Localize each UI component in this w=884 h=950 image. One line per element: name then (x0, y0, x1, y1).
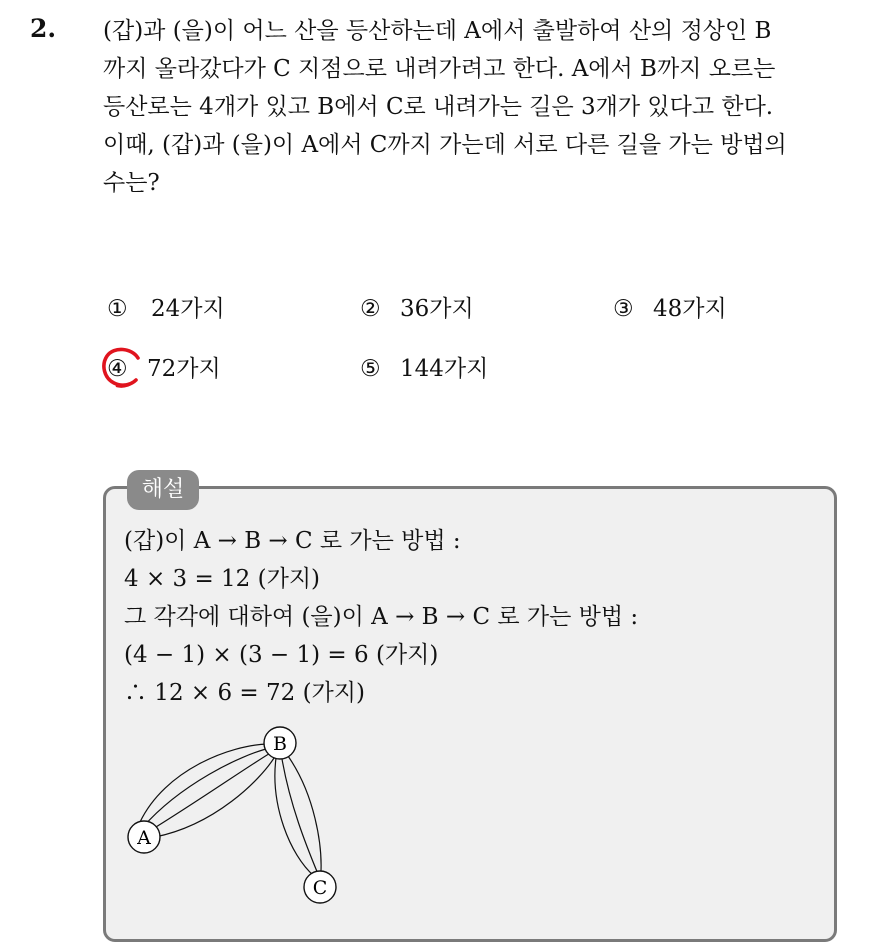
svg-text:B: B (273, 733, 287, 755)
choice-1[interactable] (107, 290, 225, 323)
question-line: 까지 올라갔다가 C 지점으로 내려가려고 한다. A에서 B까지 오르는 (103, 56, 776, 82)
answer-circle-annotation (100, 344, 146, 390)
node-c (304, 871, 336, 903)
node-a (128, 821, 160, 853)
question-text (103, 12, 873, 202)
choice-3-mark: ③ (613, 296, 634, 322)
question-number: 2. (30, 14, 57, 43)
svg-text:A: A (137, 827, 151, 849)
choice-2[interactable] (360, 290, 474, 323)
solution-line: ∴ 12 × 6 = 72 (가지) (124, 680, 365, 706)
path-b-c (288, 756, 321, 871)
question-line: 수는? (103, 170, 160, 196)
choice-4-text: 72가지 (147, 356, 221, 382)
question-line: 이때, (갑)과 (을)이 A에서 C까지 가는데 서로 다른 길을 가는 방법의 (103, 132, 787, 158)
choice-1-text: 24가지 (151, 296, 225, 322)
svg-text:C: C (312, 877, 328, 899)
choice-5[interactable] (360, 350, 488, 383)
choice-5-mark: ⑤ (360, 356, 381, 382)
solution-text (124, 522, 638, 712)
path-b-c (275, 758, 314, 876)
question-line: (갑)과 (을)이 어느 산을 등산하는데 A에서 출발하여 산의 정상인 B (103, 18, 772, 44)
choice-1-mark: ① (107, 296, 128, 322)
solution-line: 4 × 3 = 12 (가지) (124, 566, 321, 592)
choice-3-text: 48가지 (653, 296, 727, 322)
choice-3[interactable] (613, 290, 727, 323)
solution-tag: 해설 (127, 470, 199, 510)
solution-line: (4 − 1) × (3 − 1) = 6 (가지) (124, 642, 439, 668)
solution-line: 그 각각에 대하여 (을)이 A → B → C 로 가는 방법 : (124, 604, 639, 630)
choice-5-text: 144가지 (400, 356, 489, 382)
choice-2-mark: ② (360, 296, 381, 322)
path-a-b (155, 758, 274, 837)
route-diagram (110, 715, 360, 915)
path-a-b (148, 752, 272, 832)
choice-4-mark: ④ (107, 356, 128, 382)
choice-2-text: 36가지 (400, 296, 474, 322)
question-line: 등산로는 4개가 있고 B에서 C로 내려가는 길은 3개가 있다고 한다. (103, 94, 774, 120)
solution-line: (갑)이 A → B → C 로 가는 방법 : (124, 528, 461, 554)
node-b (264, 727, 296, 759)
